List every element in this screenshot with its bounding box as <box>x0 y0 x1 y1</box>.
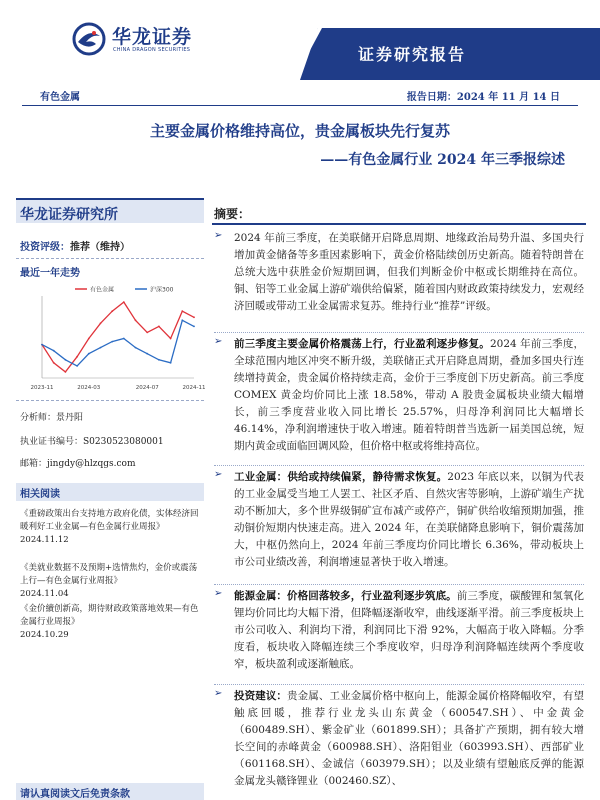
paragraph-body: 贵金属、工业金属价格中枢向上，能源金属价格降幅收窄，有望触底回暖，推荐行业龙头山东黄金（600547.SH）、中金黄金（600489.SH）、紫金矿业（601899.SH）；具备扩产预期，拥有较大增长空间的赤峰黄金（600988.SH）、洛阳钼业（603993.SH）、西部矿业（601168.SH）、金诚信（603979.SH）；以及业绩有望触底反弹的能源金属龙头赣锋锂业（002460.SZ）、 <box>234 690 584 787</box>
related-item-date: 2024.10.29 <box>20 630 69 640</box>
series-point <box>158 359 160 361</box>
paragraph-separator <box>214 332 584 333</box>
trend-label: 最近一年走势 <box>20 268 80 279</box>
abstract-heading: 摘要： <box>214 207 251 221</box>
series-point <box>88 353 90 355</box>
paragraph-body: 2024 年前三季度，全球范围内地区冲突不断升级，美联储正式开启降息周期，叠加多国央行连续增持黄金，贵金属价格持续走高，金价于三季度创下历史新高。前三季度 COMEX 黄金均价同比上涨 18.58%，带动 A 股贵金属板块业绩大幅增长，前三季度营业收入同比增长 25.57%，归母净利润同比大幅增长 46.14%，净利润增速快于收入增速。随着特朗普当选新一届美国总统，短期内黄金或面临回调风险，但价格中枢或将维持高位。 <box>234 338 584 452</box>
legend-label: 沪深300 <box>150 286 174 294</box>
institute-name: 华龙证券研究所 <box>20 207 118 223</box>
analyst-name: 分析师：景丹阳 <box>20 413 84 423</box>
series-point <box>76 356 78 358</box>
paragraph-lead: 工业金属：供给或持续偏紧，静待需求恢复。 <box>234 471 448 483</box>
x-tick-label: 2024-11 <box>182 385 206 391</box>
series-point <box>100 347 102 349</box>
sector-label: 有色金属 <box>40 92 80 103</box>
series-point <box>170 362 172 364</box>
sidebar-divider <box>16 258 204 259</box>
report-subtitle: ——有色金属行业 2024 年三季报综述 <box>320 152 565 168</box>
paragraph-body: 前三季度，碳酸锂和氢氧化锂均价同比均大幅下滑，但降幅逐渐收窄，曲线逐渐平滑。前三季度板块上市公司收入、利润均下滑，利润同比下滑 92%，大幅高于收入降幅。分季度看，板块收入降幅连续三个季度收窄，归母净利润降幅连续两个季度收窄，板块盈利或逐渐触底。 <box>234 590 584 670</box>
series-point <box>158 326 160 328</box>
paragraph-separator <box>214 465 584 466</box>
related-item-text: 《重磅政策出台支持地方政府化债，实体经济回暖利好工业金属—有色金属行业周报》 <box>20 509 199 532</box>
arrow-bullet-icon: ➢ <box>214 230 223 241</box>
sidebar-divider <box>16 400 204 401</box>
abstract-rule <box>212 223 586 225</box>
related-reading-title: 相关阅读 <box>20 489 60 500</box>
company-logo <box>72 22 222 62</box>
rating-value: 推荐（维持） <box>70 242 130 253</box>
analyst-cert: 执业证书编号：S0230523080001 <box>20 437 164 447</box>
logo-chinese-name: 华龙证券 <box>112 26 193 48</box>
x-tick-label: 2023-11 <box>30 385 54 391</box>
series-point <box>88 338 90 340</box>
series-point <box>65 359 67 361</box>
disclaimer-notice <box>16 783 204 800</box>
series-point <box>193 326 195 328</box>
series-point <box>193 316 195 318</box>
arrow-bullet-icon: ➢ <box>214 336 223 347</box>
series-point <box>41 344 43 346</box>
abstract-paragraph <box>214 336 584 455</box>
rating-label: 投资评级： <box>20 242 70 253</box>
x-tick-label: 2024-03 <box>77 385 101 391</box>
paragraph-separator <box>214 684 584 685</box>
paragraph-body: 2024 年前三季度，在美联储开启降息周期、地缘政治局势升温、多国央行增加黄金储备等多重因素影响下，黄金价格陆续创历史新高。随着特朗普在总统大选中获胜金价短期回调，但我们判断金价中枢或长期维持在高位。铜、铝等工业金属上游矿端供给偏紧，随着国内财政政策持续发力，宏观经济回暖或带动工业金属需求复苏。维持行业“推荐”评级。 <box>234 232 584 312</box>
abstract-paragraph <box>214 588 584 673</box>
institute-header <box>16 198 204 223</box>
paragraph-body: 2023 年底以来，以铜为代表的工业金属受当地工人罢工、社区矛盾、自然灾害等影响，上游矿端生产扰动不断加大，多个世界级铜矿宣布减产或停产，铜矿供给收缩预期加强，推动铜价短期内快速走高。进入 2024 年，在美联储降息影响下，铜价震荡加大，中枢仍然向上，2024 年前三季度均价同比增长 6.36%，带动板块上市公司业绩改善，利润增速显著快于收入增速。 <box>234 471 585 568</box>
related-item-date: 2024.11.12 <box>20 535 69 545</box>
paragraph-separator <box>214 584 584 585</box>
banner-title: 证券研究报告 <box>358 45 467 64</box>
abstract-paragraph <box>214 688 584 790</box>
related-item-date: 2024.11.04 <box>20 589 69 599</box>
series-point <box>181 319 183 321</box>
series-point <box>170 338 172 340</box>
related-item[interactable] <box>20 603 202 642</box>
related-item-text: 《金价續创新高，期待财政政策落地效果—有色金属行业周报》 <box>20 604 199 627</box>
report-title: 主要金属价格维持高位，贵金属板块先行复苏 <box>149 122 450 140</box>
series-line-1 <box>42 320 194 366</box>
report-date: 报告日期：2024 年 11 月 14 日 <box>406 92 560 103</box>
series-point <box>53 362 55 364</box>
series-point <box>135 347 137 349</box>
abstract-paragraph <box>214 469 584 571</box>
related-item[interactable] <box>20 562 202 601</box>
related-item[interactable] <box>20 508 202 547</box>
series-point <box>123 301 125 303</box>
logo-english-name: CHINA DRAGON SECURITIES <box>113 47 191 53</box>
paragraph-lead: 前三季度主要金属价格震荡上行，行业盈利逐步修复。 <box>234 338 490 350</box>
arrow-bullet-icon: ➢ <box>214 469 223 480</box>
series-point <box>135 319 137 321</box>
related-reading-header <box>16 483 204 501</box>
paragraph-lead: 能源金属：价格回落较多，行业盈利逐步筑底。 <box>234 590 457 602</box>
series-point <box>76 365 78 367</box>
disclaimer-text: 请认真阅读文后免责条款 <box>20 789 130 800</box>
series-point <box>123 338 125 340</box>
analyst-email[interactable]: 邮箱：jingdy@hlzqgs.com <box>20 459 136 469</box>
series-point <box>146 332 148 334</box>
arrow-bullet-icon: ➢ <box>214 588 223 599</box>
paragraph-lead: 投资建议： <box>234 690 288 702</box>
series-point <box>146 353 148 355</box>
series-point <box>65 371 67 373</box>
investment-rating <box>20 238 130 253</box>
series-point <box>111 341 113 343</box>
legend-label: 有色金属 <box>90 286 115 294</box>
arrow-bullet-icon: ➢ <box>214 688 223 699</box>
related-item-text: 《美就业数据不及预期+选情焦灼，金价或震荡上行—有色金属行业周报》 <box>20 563 198 586</box>
x-tick-label: 2024-07 <box>135 385 159 391</box>
series-point <box>100 322 102 324</box>
series-point <box>53 350 55 352</box>
sidebar <box>16 198 204 800</box>
series-point <box>111 310 113 312</box>
trend-chart <box>20 282 206 394</box>
abstract-paragraph <box>214 230 584 315</box>
dragon-logo-icon <box>72 22 106 56</box>
series-point <box>181 310 183 312</box>
